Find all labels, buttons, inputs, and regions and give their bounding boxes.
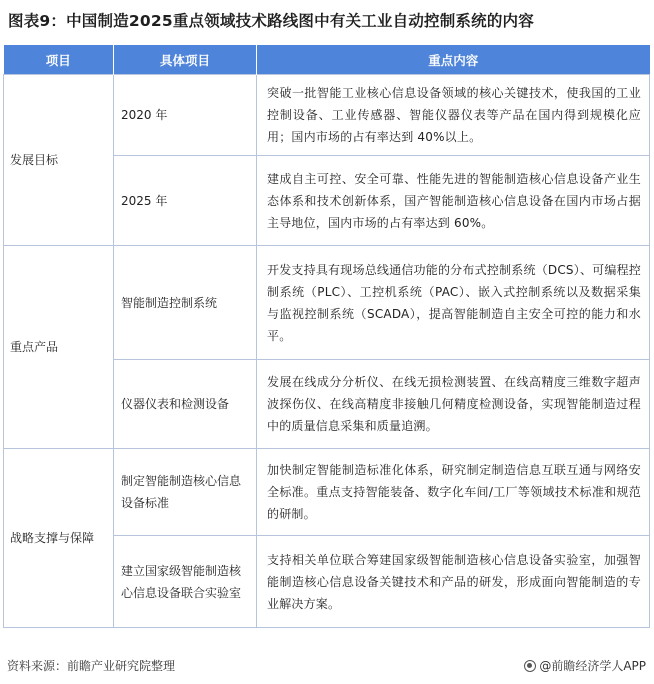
brand-text: @前瞻经济学人APP: [539, 659, 646, 673]
group-label-goals: 发展目标: [4, 75, 114, 246]
table-row: [4, 449, 650, 536]
row-item: 2025 年: [114, 156, 257, 246]
header-item: 项目: [4, 45, 114, 75]
row-item: 建立国家级智能制造核心信息设备联合实验室: [114, 536, 257, 628]
row-content: 支持相关单位联合筹建国家级智能制造核心信息设备实验室，加强智能制造核心信息设备关键技术和产品的研发，形成面向智能制造的专业解决方案。: [257, 536, 650, 628]
content-table: [3, 45, 650, 628]
row-item: 制定智能制造核心信息设备标准: [114, 449, 257, 536]
row-content: 开发支持具有现场总线通信功能的分布式控制系统（DCS）、可编程控制系统（PLC）、工控机系统（PAC）、嵌入式控制系统以及数据采集与监视控制系统（SCADA），提高智能制造自主安全可控的能力和水平。: [257, 246, 650, 360]
source-note: 资料来源：前瞻产业研究院整理: [7, 659, 176, 673]
row-content: 建成自主可控、安全可靠、性能先进的智能制造核心信息设备产业生态体系和技术创新体系，国产智能制造核心信息设备在国内市场占据主导地位，国内市场的占有率达到 60%。: [257, 156, 650, 246]
group-label-products: 重点产品: [4, 246, 114, 449]
header-sub-item: 具体项目: [114, 45, 257, 75]
table-row: [4, 75, 650, 156]
row-content: 加快制定智能制造标准化体系，研究制定制造信息互联互通与网络安全标准。重点支持智能装备、数字化车间/工厂等领域技术标准和规范的研制。: [257, 449, 650, 536]
brand-credit: [524, 657, 646, 674]
row-item: 2020 年: [114, 75, 257, 156]
table-row: [4, 246, 650, 360]
row-content: 发展在线成分分析仪、在线无损检测装置、在线高精度三维数字超声波探伤仪、在线高精度非接触几何精度检测设备，实现智能制造过程中的质量信息采集和质量追溯。: [257, 360, 650, 449]
row-item: 智能制造控制系统: [114, 246, 257, 360]
header-content: 重点内容: [257, 45, 650, 75]
brand-logo-icon: [524, 660, 536, 672]
row-item: 仪器仪表和检测设备: [114, 360, 257, 449]
page-title: 图表9：中国制造2025重点领域技术路线图中有关工业自动控制系统的内容: [8, 12, 534, 30]
table-header-row: [4, 45, 650, 75]
row-content: 突破一批智能工业核心信息设备领域的核心关键技术，使我国的工业控制设备、工业传感器、智能仪器仪表等产品在国内得到规模化应用；国内市场的占有率达到 40%以上。: [257, 75, 650, 156]
group-label-support: 战略支撑与保障: [4, 449, 114, 628]
